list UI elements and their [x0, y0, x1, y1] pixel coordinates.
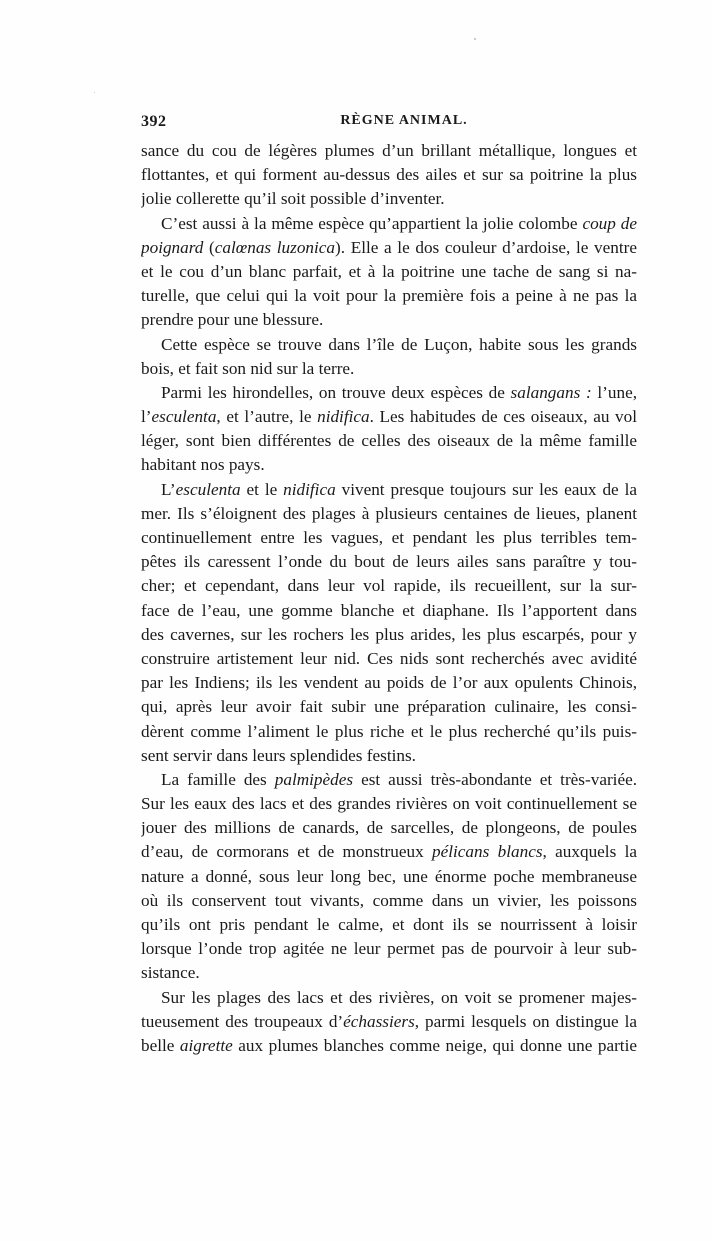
- text-run: par les Indiens; ils les vendent au poids de l’or aux opulents Chinois,: [141, 673, 637, 693]
- text-line: [141, 357, 637, 381]
- text-line: [141, 453, 637, 477]
- text-line: [141, 139, 637, 163]
- italic-term: nidifica: [283, 479, 336, 499]
- text-run: flottantes, et qui forment au-dessus des ailes et sur sa poitrine la plus: [141, 165, 637, 185]
- text-run: tueusement des troupeaux d’: [141, 1011, 344, 1031]
- text-line: [141, 478, 637, 502]
- text-line: [141, 308, 637, 332]
- text-run: (: [203, 237, 215, 257]
- text-run: aux plumes blanches comme neige, qui donne une partie: [232, 1035, 637, 1055]
- text-run: d’eau, de cormorans et de monstrueux: [141, 842, 433, 862]
- text-line: [141, 405, 637, 429]
- text-line: [141, 574, 637, 598]
- text-run: ). Elle a le dos couleur d’ardoise, le ventre: [335, 237, 637, 257]
- text-line: [141, 284, 637, 308]
- text-run: jouer des millions de canards, de sarcelles, de plongeons, de poules: [141, 818, 637, 838]
- text-run: prendre pour une blessure.: [141, 310, 324, 330]
- text-run: turelle, que celui qui la voit pour la première fois a peine à ne pas la: [141, 286, 637, 306]
- text-run: nature a donné, sous leur long bec, une énorme poche membraneuse: [141, 866, 637, 886]
- text-line: [141, 163, 637, 187]
- text-line: [141, 840, 637, 864]
- text-line: [141, 550, 637, 574]
- text-run: jolie collerette qu’il soit possible d’inventer.: [141, 189, 445, 209]
- text-line: [141, 333, 637, 357]
- italic-term: nidifica: [317, 407, 370, 427]
- text-run: sent servir dans leurs splendides festins.: [141, 745, 416, 765]
- text-line: [141, 623, 637, 647]
- italic-term: poignard: [141, 237, 204, 257]
- italic-term: calœnas luzonica: [214, 237, 336, 257]
- paper-speck: [474, 38, 476, 40]
- text-line: [141, 502, 637, 526]
- text-run: construire artistement leur nid. Ces nids sont recherchés avec avidité: [141, 648, 637, 668]
- text-run: Parmi les hirondelles, on trouve deux espèces de: [161, 382, 511, 402]
- text-run: des cavernes, sur les rochers les plus arides, les plus escarpés, pour y: [141, 624, 637, 644]
- page-header: [141, 113, 637, 133]
- running-title: RÈGNE ANIMAL.: [340, 113, 468, 128]
- text-line: [141, 865, 637, 889]
- text-run: sance du cou de légères plumes d’un brillant métallique, longues et: [141, 141, 637, 160]
- text-line: [141, 816, 637, 840]
- text-run: La famille des: [161, 769, 275, 789]
- text-run: et le: [240, 479, 284, 499]
- text-run: l’une,: [591, 382, 637, 402]
- text-run: où ils conservent tout vivants, comme dans un vivier, les poissons: [141, 890, 637, 910]
- text-line: [141, 212, 637, 236]
- italic-term: esculenta: [175, 479, 241, 499]
- text-run: Cette espèce se trouve dans l’île de Luçon, habite sous les grands: [161, 334, 637, 354]
- paper-speck: [94, 92, 95, 93]
- text-run: l’: [141, 407, 152, 427]
- italic-term: palmipèdes: [274, 769, 354, 789]
- text-run: pêtes ils caressent l’onde du bout de leurs ailes sans paraître y tou-: [141, 552, 637, 572]
- italic-term: aigrette: [179, 1035, 233, 1055]
- text-run: . Les habitudes de ces oiseaux, au vol: [369, 407, 637, 427]
- text-line: [141, 671, 637, 695]
- text-run: bois, et fait son nid sur la terre.: [141, 358, 355, 378]
- text-run: léger, sont bien différentes de celles des oiseaux de la même famille: [141, 431, 637, 451]
- text-line: [141, 792, 637, 816]
- text-line: [141, 744, 637, 768]
- page-number: 392: [141, 113, 167, 130]
- text-line: [141, 720, 637, 744]
- text-line: [141, 260, 637, 284]
- italic-term: échassiers: [343, 1011, 415, 1031]
- text-line: [141, 429, 637, 453]
- text-line: [141, 599, 637, 623]
- text-run: L’: [161, 479, 176, 499]
- text-run: habitant nos pays.: [141, 455, 265, 475]
- text-run: Sur les eaux des lacs et des grandes rivières on voit continuellement se: [141, 794, 637, 814]
- text-run: , auxquels la: [542, 842, 637, 862]
- italic-term: coup de: [582, 213, 637, 233]
- text-run: sistance.: [141, 963, 200, 983]
- text-run: mer. Ils s’éloignent des plages à plusieurs centaines de lieues, planent: [141, 503, 637, 523]
- text-run: face de l’eau, une gomme blanche et diaphane. Ils l’apportent dans: [141, 600, 637, 620]
- text-run: belle: [141, 1035, 180, 1055]
- text-line: [141, 986, 637, 1010]
- text-run: est aussi très-abondante et très-variée.: [353, 769, 637, 789]
- italic-term: esculenta: [151, 407, 217, 427]
- text-line: [141, 768, 637, 792]
- text-run: continuellement entre les vagues, et pendant les plus terribles tem-: [141, 528, 637, 547]
- text-run: cher; et cependant, dans leur vol rapide, ils recueillent, sur la sur-: [141, 576, 637, 596]
- text-run: vivent presque toujours sur les eaux de la: [335, 479, 637, 499]
- text-line: [141, 187, 637, 211]
- text-line: [141, 889, 637, 913]
- text-run: Sur les plages des lacs et des rivières, on voit se promener majes-: [161, 987, 637, 1007]
- text-run: qu’ils ont pris pendant le calme, et dont ils se nourrissent à loisir: [141, 915, 637, 934]
- italic-term: salangans :: [510, 382, 592, 402]
- text-line: [141, 236, 637, 260]
- text-run: dèrent comme l’aliment le plus riche et le plus recherché qu’ils puis-: [141, 721, 637, 741]
- body-text: [141, 139, 637, 1058]
- italic-term: pélicans blancs: [432, 842, 543, 862]
- text-line: [141, 1010, 637, 1034]
- text-run: , et l’autre, le: [216, 407, 318, 427]
- text-line: [141, 961, 637, 985]
- text-line: [141, 913, 637, 937]
- text-line: [141, 695, 637, 719]
- text-run: C’est aussi à la même espèce qu’appartient la jolie colombe: [161, 213, 583, 233]
- text-line: [141, 381, 637, 405]
- text-line: [141, 937, 637, 961]
- text-run: qui, après leur avoir fait subir une préparation culinaire, les consi-: [141, 697, 637, 717]
- text-line: [141, 1034, 637, 1058]
- text-line: [141, 526, 637, 550]
- text-run: et le cou d’un blanc parfait, et à la poitrine une tache de sang si na-: [141, 261, 637, 281]
- text-line: [141, 647, 637, 671]
- text-run: , parmi lesquels on distingue la: [414, 1011, 637, 1031]
- text-run: lorsque l’onde trop agitée ne leur permet pas de pourvoir à leur sub-: [141, 939, 637, 959]
